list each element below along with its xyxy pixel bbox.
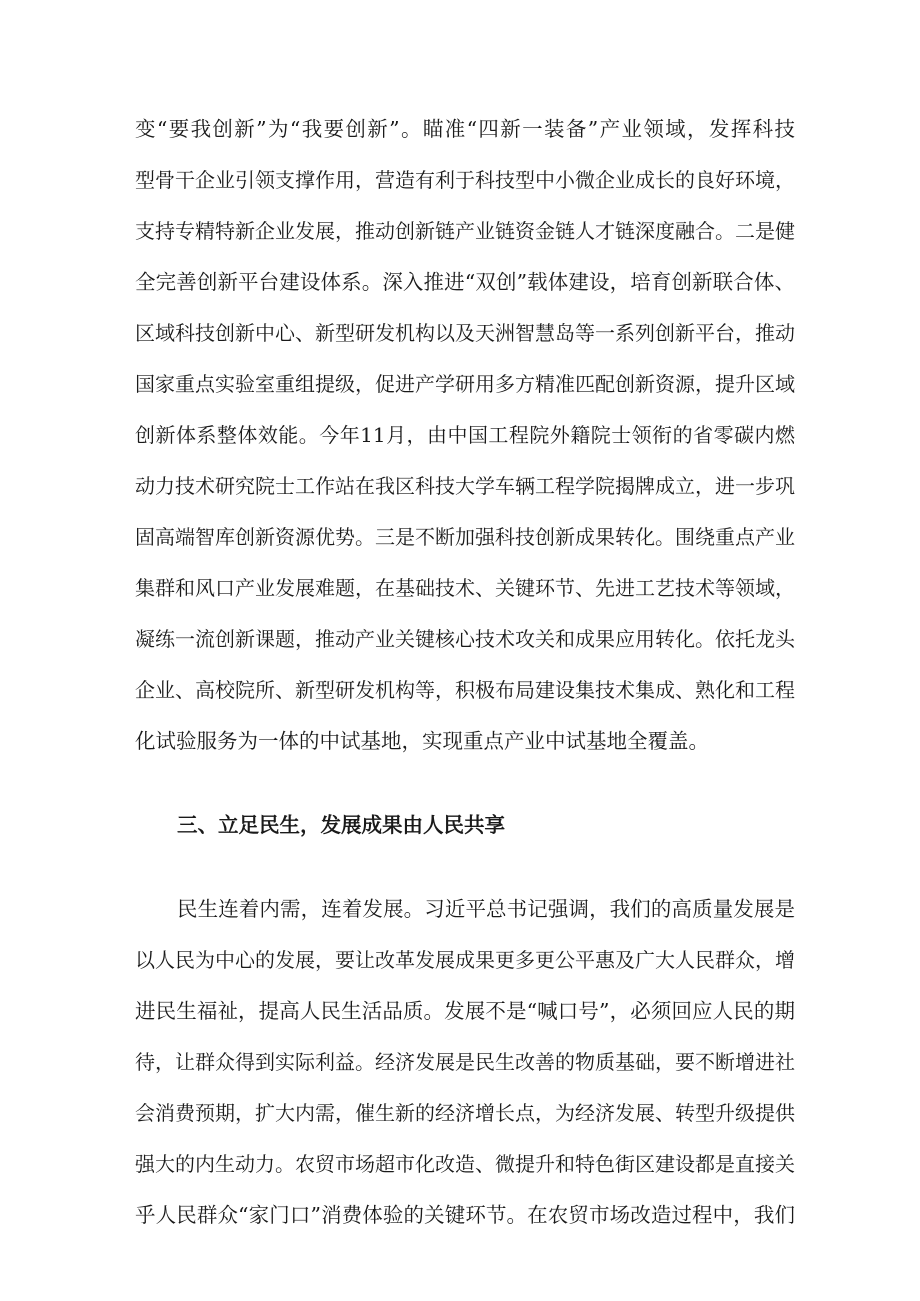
paragraph-2-line: 进民生福祉，提高人民生活品质。发展不是“喊口号”，必须回应人民的期 bbox=[135, 999, 795, 1023]
paragraph-1-line: 型骨干企业引领支撑作用，营造有利于科技型中小微企业成长的良好环境， bbox=[135, 168, 795, 192]
paragraph-2-line: 会消费预期，扩大内需，催生新的经济增长点，为经济发展、转型升级提供 bbox=[135, 1101, 795, 1125]
paragraph-1-line: 企业、高校院所、新型研发机构等，积极布局建设集技术集成、熟化和工程 bbox=[135, 678, 795, 702]
paragraph-1-line: 支持专精特新企业发展，推动创新链产业链资金链人才链深度融合。二是健 bbox=[135, 219, 795, 243]
paragraph-1-line: 固高端智库创新资源优势。三是不断加强科技创新成果转化。围绕重点产业 bbox=[135, 525, 795, 549]
paragraph-1-line: 化试验服务为一体的中试基地，实现重点产业中试基地全覆盖。 bbox=[135, 729, 709, 753]
paragraph-1-line: 国家重点实验室重组提级，促进产学研用多方精准匹配创新资源，提升区域 bbox=[135, 372, 795, 396]
paragraph-2-line: 以人民为中心的发展，要让改革发展成果更多更公平惠及广大人民群众，增 bbox=[135, 948, 795, 972]
paragraph-2-line: 民生连着内需，连着发展。习近平总书记强调，我们的高质量发展是 bbox=[177, 897, 795, 921]
paragraph-1-line: 区域科技创新中心、新型研发机构以及天洲智慧岛等一系列创新平台，推动 bbox=[135, 321, 795, 345]
section-heading: 三、立足民生，发展成果由人民共享 bbox=[177, 813, 505, 837]
paragraph-2-line: 乎人民群众“家门口”消费体验的关键环节。在农贸市场改造过程中，我们 bbox=[135, 1203, 795, 1227]
paragraph-1-line: 全完善创新平台建设体系。深入推进“双创”载体建设，培育创新联合体、 bbox=[135, 270, 795, 294]
paragraph-2-line: 强大的内生动力。农贸市场超市化改造、微提升和特色街区建设都是直接关 bbox=[135, 1152, 795, 1176]
paragraph-2-line: 待，让群众得到实际利益。经济发展是民生改善的物质基础，要不断增进社 bbox=[135, 1050, 795, 1074]
paragraph-1-line: 动力技术研究院士工作站在我区科技大学车辆工程学院揭牌成立，进一步巩 bbox=[135, 474, 795, 498]
paragraph-1-line: 创新体系整体效能。今年11月，由中国工程院外籍院士领衔的省零碳内燃 bbox=[135, 423, 795, 447]
paragraph-1-line: 集群和风口产业发展难题，在基础技术、关键环节、先进工艺技术等领域， bbox=[135, 576, 795, 600]
paragraph-1-line: 凝练一流创新课题，推动产业关键核心技术攻关和成果应用转化。依托龙头 bbox=[135, 627, 795, 651]
paragraph-1-line: 变“要我创新”为“我要创新”。瞄准“四新一装备”产业领域，发挥科技 bbox=[135, 117, 795, 141]
